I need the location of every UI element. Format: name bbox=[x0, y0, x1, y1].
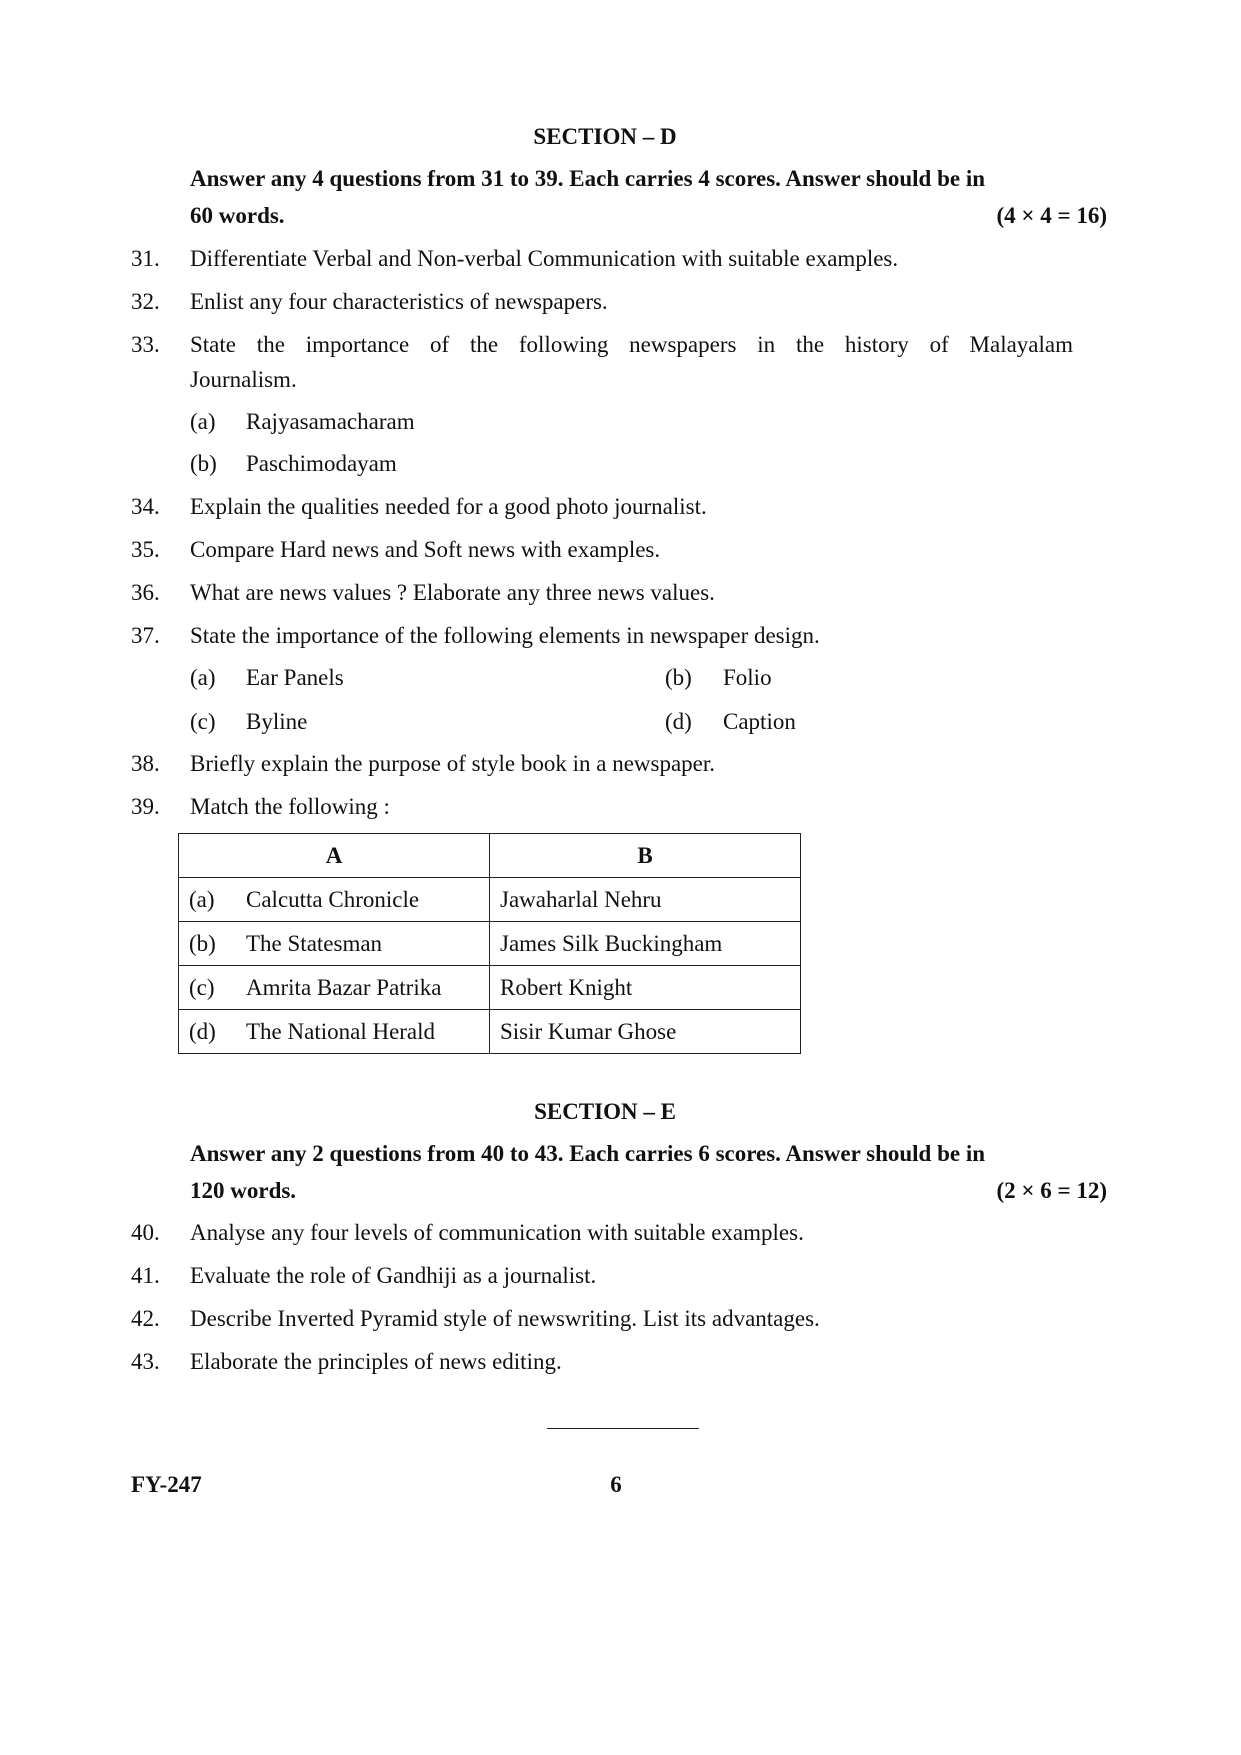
question-text: State the importance of the following newspapers in the history of Malayalam bbox=[190, 332, 1073, 357]
match-table bbox=[178, 833, 801, 1054]
section-d-title: SECTION – D bbox=[533, 124, 677, 149]
question-text: What are news values ? Elaborate any three news values. bbox=[190, 580, 715, 605]
question-text: Evaluate the role of Gandhiji as a journalist. bbox=[190, 1263, 597, 1288]
row-label: (d) bbox=[189, 1018, 216, 1044]
question-number: 33. bbox=[131, 332, 160, 357]
page-number: 6 bbox=[610, 1472, 622, 1497]
option-text: Folio bbox=[723, 665, 772, 690]
question-number: 40. bbox=[131, 1220, 160, 1245]
column-header-b: B bbox=[490, 834, 801, 878]
row-label: (c) bbox=[189, 974, 215, 1000]
question-text: Briefly explain the purpose of style book in a newspaper. bbox=[190, 751, 716, 776]
question-number: 37. bbox=[131, 623, 160, 648]
option-label: (b) bbox=[665, 665, 692, 690]
paper-code: FY-247 bbox=[131, 1472, 202, 1497]
question-number: 41. bbox=[131, 1263, 160, 1288]
cell-a bbox=[179, 1010, 490, 1054]
question-text: Enlist any four characteristics of newspapers. bbox=[190, 289, 608, 314]
option-label: (b) bbox=[190, 451, 217, 476]
question-text: Describe Inverted Pyramid style of newswriting. List its advantages. bbox=[190, 1306, 820, 1331]
table-row bbox=[179, 1010, 801, 1054]
cell-a bbox=[179, 878, 490, 922]
option-label: (a) bbox=[190, 409, 216, 434]
option-label: (c) bbox=[190, 709, 216, 734]
section-e-instruction-cont: 120 words. bbox=[190, 1178, 297, 1203]
cell-a-text: The Statesman bbox=[246, 930, 383, 956]
question-number: 39. bbox=[131, 794, 160, 819]
table-row bbox=[179, 922, 801, 966]
section-d-instruction-cont: 60 words. bbox=[190, 203, 285, 228]
row-label: (b) bbox=[189, 930, 216, 956]
option-text: Paschimodayam bbox=[246, 451, 397, 476]
cell-a-text: Calcutta Chronicle bbox=[246, 886, 420, 912]
section-e-title: SECTION – E bbox=[534, 1099, 676, 1124]
section-d-instruction: Answer any 4 questions from 31 to 39. Each carries 4 scores. Answer should be in bbox=[190, 166, 986, 191]
table-row bbox=[179, 966, 801, 1010]
section-d-marks: (4 × 4 = 16) bbox=[996, 203, 1107, 228]
question-text: State the importance of the following elements in newspaper design. bbox=[190, 623, 820, 648]
cell-a bbox=[179, 922, 490, 966]
question-text: Compare Hard news and Soft news with examples. bbox=[190, 537, 661, 562]
question-number: 34. bbox=[131, 494, 160, 519]
option-label: (d) bbox=[665, 709, 692, 734]
question-text: Match the following : bbox=[190, 794, 390, 819]
question-number: 43. bbox=[131, 1349, 160, 1374]
question-text-cont: Journalism. bbox=[190, 367, 297, 392]
option-text: Rajyasamacharam bbox=[246, 409, 415, 434]
option-text: Caption bbox=[723, 709, 796, 734]
match-table-header bbox=[179, 834, 801, 878]
column-header-a: A bbox=[179, 834, 490, 878]
question-number: 42. bbox=[131, 1306, 160, 1331]
cell-b: James Silk Buckingham bbox=[490, 922, 801, 966]
cell-a-text: Amrita Bazar Patrika bbox=[246, 974, 442, 1000]
question-number: 31. bbox=[131, 246, 160, 271]
question-number: 35. bbox=[131, 537, 160, 562]
cell-b: Jawaharlal Nehru bbox=[490, 878, 801, 922]
question-text: Analyse any four levels of communication with suitable examples. bbox=[190, 1220, 804, 1245]
question-number: 32. bbox=[131, 289, 160, 314]
row-label: (a) bbox=[189, 886, 215, 912]
cell-b: Sisir Kumar Ghose bbox=[490, 1010, 801, 1054]
cell-a bbox=[179, 966, 490, 1010]
table-row bbox=[179, 878, 801, 922]
section-e-marks: (2 × 6 = 12) bbox=[996, 1178, 1107, 1203]
cell-b: Robert Knight bbox=[490, 966, 801, 1010]
question-text: Explain the qualities needed for a good photo journalist. bbox=[190, 494, 707, 519]
question-number: 36. bbox=[131, 580, 160, 605]
option-text: Byline bbox=[246, 709, 308, 734]
end-rule-divider bbox=[547, 1428, 699, 1429]
question-text: Differentiate Verbal and Non-verbal Communication with suitable examples. bbox=[190, 246, 899, 271]
section-e-instruction: Answer any 2 questions from 40 to 43. Each carries 6 scores. Answer should be in bbox=[190, 1141, 986, 1166]
question-text: Elaborate the principles of news editing. bbox=[190, 1349, 562, 1374]
option-text: Ear Panels bbox=[246, 665, 344, 690]
cell-a-text: The National Herald bbox=[246, 1018, 436, 1044]
option-label: (a) bbox=[190, 665, 216, 690]
question-number: 38. bbox=[131, 751, 160, 776]
